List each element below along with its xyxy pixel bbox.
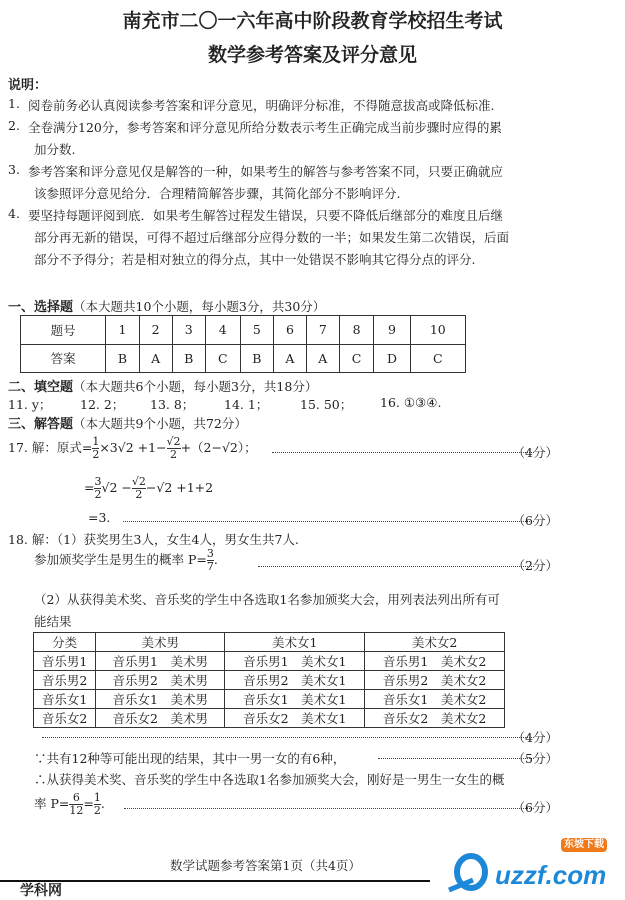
numerator: 3 [94,475,102,488]
table-row [34,652,505,671]
note-line: 参考答案和评分意见仅是解答的一种，如果考生的解答与参考答案不同，只要正确就应 [28,164,504,179]
q18-line5: ∵共有12种等可能出现的结果，其中一男一女的有6种， [34,751,346,766]
table-row [34,709,505,728]
section2-heading: 二、填空题 [8,380,74,395]
table-cell: 音乐男1 美术女1 [225,652,365,671]
table-cell: 音乐女1 美术女1 [225,690,365,709]
q18-line6: ∴从获得美术奖、音乐奖的学生中各选取1名参加颁奖大会，刚好是一男生一女生的概 [34,772,505,787]
q17-line1 [8,436,257,461]
question-number: 3 [172,316,205,345]
score: （4分） [512,730,558,745]
q17-line3: =3. [88,510,111,525]
numerator: 3 [206,547,214,560]
score: （5分） [512,751,558,766]
fill-answer: 14. 1； [224,397,269,412]
note-line: 全卷满分120分，参考答案和评分意见所给分数表示考生正确完成当前步骤时应得的累 [28,120,502,135]
choice-answer-table [20,315,466,373]
title-line1: 南充市二〇一六年高中阶段教育学校招生考试 [122,10,503,32]
q17-expr: −√2 +1+2 [145,480,214,495]
answer-cell: B [172,344,205,373]
fraction [167,436,181,461]
q18-prob-label: 率 P= [34,796,70,811]
denominator: 2 [93,804,101,817]
watermark-badge: 东坡下载 [561,838,607,852]
question-number: 1 [106,316,139,345]
table-cell: 音乐男2 美术男 [96,671,225,690]
section2-desc: （本大题共6个小题，每小题3分，共18分） [73,379,318,394]
note-line: 该参照评分意见给分．合理精简解答步骤，其简化部分不影响评分. [34,186,401,201]
numerator: √2 [131,475,146,488]
denominator: 2 [92,448,100,461]
section1-title [8,296,325,315]
page-footer: 数学试题参考答案第1页（共4页） [170,858,361,873]
fill-answer: 13. 8； [150,397,195,412]
fill-answer: 15. 50； [300,397,353,412]
answer-cell: C [339,344,374,373]
fraction [94,792,101,817]
section2-title [8,376,317,395]
question-number: 4 [205,316,240,345]
table-cell: 音乐男2 [34,671,96,690]
equals: = [84,480,95,495]
fill-answer: 16. ①③④. [380,395,442,410]
section1-heading: 一、选择题 [8,300,74,315]
fraction [132,476,146,501]
answer-cell: A [306,344,339,373]
numerator: √2 [166,435,181,448]
header-cell: 美术女2 [365,633,505,652]
table-cell: 音乐女2 美术女2 [365,709,505,728]
table-cell: 音乐女1 美术女2 [365,690,505,709]
bottom-rule [0,880,430,882]
q17-expr-tail: +（2−√2）； [180,440,257,455]
table-cell: 音乐男1 美术女2 [365,652,505,671]
section1-desc: （本大题共10个小题，每小题3分，共30分） [73,299,326,314]
q18-line1: 18. 解：（1）获奖男生3人，女生4人，男女生共7人. [8,532,299,547]
question-number: 9 [374,316,410,345]
fill-answer: 11. y； [8,397,52,412]
score: （2分） [512,558,558,573]
note-number: 2. [8,118,20,133]
answer-cell: A [273,344,306,373]
answer-cell: C [410,344,465,373]
answer-cell: B [106,344,139,373]
fraction [207,548,214,573]
question-number: 10 [410,316,465,345]
table-cell: 音乐男1 [34,652,96,671]
q18-line4: 能结果 [34,614,72,629]
numerator: 1 [93,791,101,804]
table-cell: 音乐女2 美术女1 [225,709,365,728]
table-cell: 音乐男2 美术女1 [225,671,365,690]
table-row [34,690,505,709]
answer-row [21,344,466,373]
note-line: 阅卷前务必认真阅读参考答案和评分意见，明确评分标准，不得随意拔高或降低标准. [28,98,495,113]
uzzf-watermark-logo [443,839,623,892]
note-line: 部分再无新的错误，可得不超过后继部分应得分数的一半；如果发生第二次错误，后面 [34,230,510,245]
numerator: 1 [92,435,100,448]
outcome-table [33,632,505,728]
note-number: 4. [8,206,20,221]
section3-desc: （本大题共9个小题，共72分） [73,416,247,431]
section3-title [8,413,247,432]
header-cell: 美术男 [96,633,225,652]
q18-line7: 率 P= $\frac{6}{12}$ = $\frac{1}{2}$ . [34,791,105,817]
header-cell: 分类 [34,633,96,652]
table-row [34,671,505,690]
score: （6分） [512,513,558,528]
row-label: 题号 [21,316,106,345]
question-number: 6 [273,316,306,345]
table-cell: 音乐女2 [34,709,96,728]
q17-expr: ×3√2 +1− [99,440,167,455]
note-line: 加分数. [34,142,76,157]
notes-heading: 说明： [8,78,48,93]
fraction [69,792,83,817]
note-number: 1. [8,96,20,111]
question-number: 7 [306,316,339,345]
question-number-row [21,316,466,345]
q18-prob-text: 参加颁奖学生是男生的概率 P= [34,552,207,567]
answer-cell: D [374,344,410,373]
fill-answer: 12. 2； [80,397,125,412]
table-cell: 音乐男2 美术女2 [365,671,505,690]
title-line2: 数学参考答案及评分意见 [207,44,417,66]
watermark-text: uzzf.com [495,860,607,890]
note-number: 3. [8,162,20,177]
answer-cell: A [139,344,172,373]
q17-prefix: 17. 解：原式= [8,440,93,455]
table-cell: 音乐男1 美术男 [96,652,225,671]
table-cell: 音乐女1 美术男 [96,690,225,709]
answer-cell: C [205,344,240,373]
header-cell: 美术女1 [225,633,365,652]
section3-heading: 三、解答题 [8,417,74,432]
q17-line2 [84,476,213,501]
denominator: 7 [206,560,214,573]
score: （6分） [512,800,558,815]
score: （4分） [512,445,558,460]
q18-line3: （2）从获得美术奖、音乐奖的学生中各选取1名参加颁奖大会，用列表法列出所有可 [34,592,500,607]
question-number: 2 [139,316,172,345]
numerator: 6 [69,792,83,805]
denominator: 2 [170,448,178,461]
outcome-table-header [34,633,505,652]
denominator: 2 [135,488,143,501]
row-label: 答案 [21,344,106,373]
question-number: 8 [339,316,374,345]
denominator: 2 [94,488,102,501]
table-cell: 音乐女1 [34,690,96,709]
table-cell: 音乐女2 美术男 [96,709,225,728]
note-line: 部分不予得分；若是相对独立的得分点，其中一处错误不影响其它得分点的评分. [34,252,476,267]
bottom-logo: 学科网 [20,883,62,899]
q18-line2: 参加颁奖学生是男生的概率 P= $\frac{3}{7}$ . [34,547,218,573]
question-number: 5 [240,316,273,345]
answer-cell: B [240,344,273,373]
q17-expr: √2 − [101,480,132,495]
note-line: 要坚持每题评阅到底．如果考生解答过程发生错误，只要不降低后继部分的难度且后继 [28,208,504,223]
denominator: 12 [69,804,84,817]
